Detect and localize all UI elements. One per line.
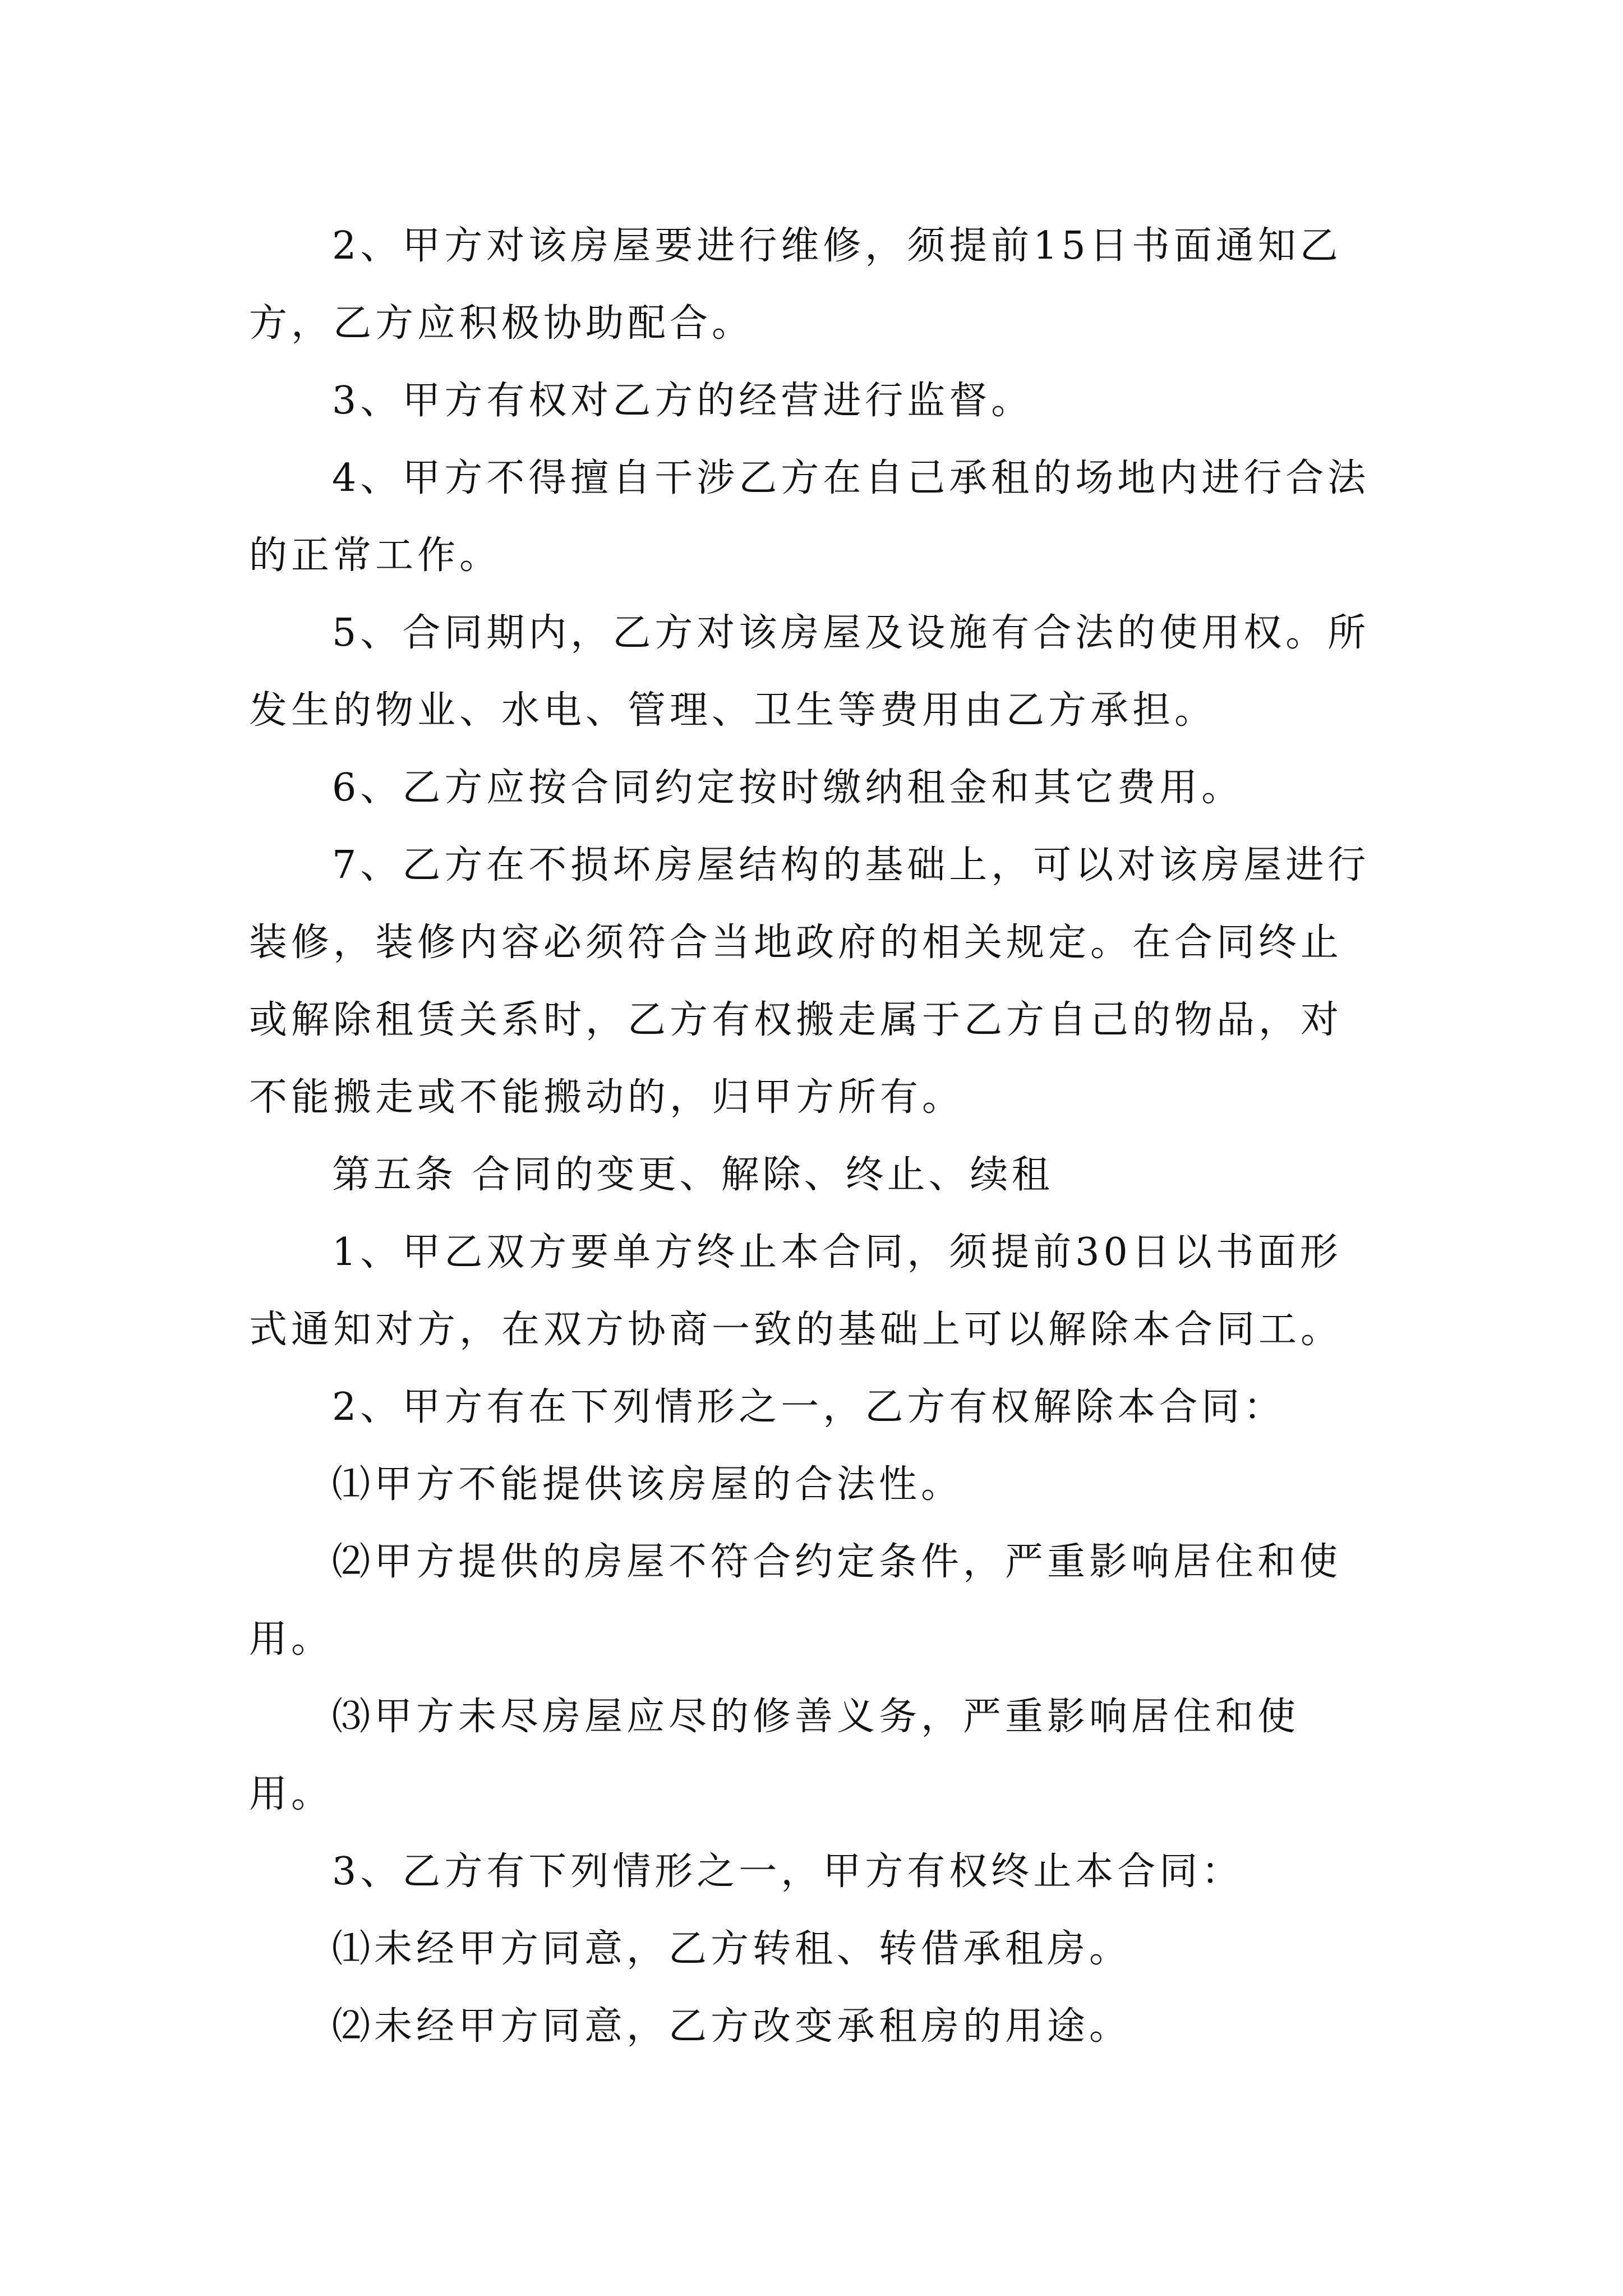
paragraph-landlord-supervision: 3、甲方有权对乙方的经营进行监督。 — [332, 379, 1034, 423]
list-item-nonconforming-house: ⑵甲方提供的房屋不符合约定条件，严重影响居住和使用。 — [249, 1540, 1342, 1662]
document-body — [249, 208, 1382, 2065]
list-item-legality: ⑴甲方不能提供该房屋的合法性。 — [332, 1462, 963, 1507]
paragraph-use-rights-and-fees: 5、合同期内，乙方对该房屋及设施有合法的使用权。所发生的物业、水电、管理、卫生等费用由乙方承担。 — [249, 611, 1370, 733]
list-item-change-use: ⑵未经甲方同意，乙方改变承租房的用途。 — [332, 2004, 1132, 2049]
paragraph-landlord-may-terminate: 3、乙方有下列情形之一，甲方有权终止本合同： — [332, 1849, 1244, 1894]
list-item-sublet: ⑴未经甲方同意，乙方转租、转借承租房。 — [332, 1927, 1132, 1971]
paragraph-pay-rent: 6、乙方应按合同约定按时缴纳租金和其它费用。 — [332, 766, 1244, 810]
paragraph-renovation: 7、乙方在不损坏房屋结构的基础上，可以对该房屋进行装修，装修内容必须符合当地政府的相关规定。在合同终止或解除租赁关系时，乙方有权搬走属于乙方自己的物品，对不能搬走或不能搬动的，归甲方所有。 — [249, 843, 1370, 1120]
paragraph-landlord-repair-notice: 2、甲方对该房屋要进行维修，须提前15日书面通知乙方，乙方应积极协助配合。 — [249, 224, 1342, 346]
paragraph-no-interference: 4、甲方不得擅自干涉乙方在自己承租的场地内进行合法的正常工作。 — [249, 456, 1370, 578]
article-five-heading: 第五条 合同的变更、解除、终止、续租 — [332, 1153, 1053, 1197]
paragraph-tenant-may-terminate: 2、甲方有在下列情形之一，乙方有权解除本合同： — [332, 1385, 1286, 1429]
paragraph-unilateral-termination: 1、甲乙双方要单方终止本合同，须提前30日以书面形式通知对方，在双方协商一致的基础上可以解除本合同工。 — [249, 1230, 1343, 1352]
list-item-repair-duty: ⑶甲方未尽房屋应尽的修善义务，严重影响居住和使用。 — [249, 1695, 1300, 1816]
